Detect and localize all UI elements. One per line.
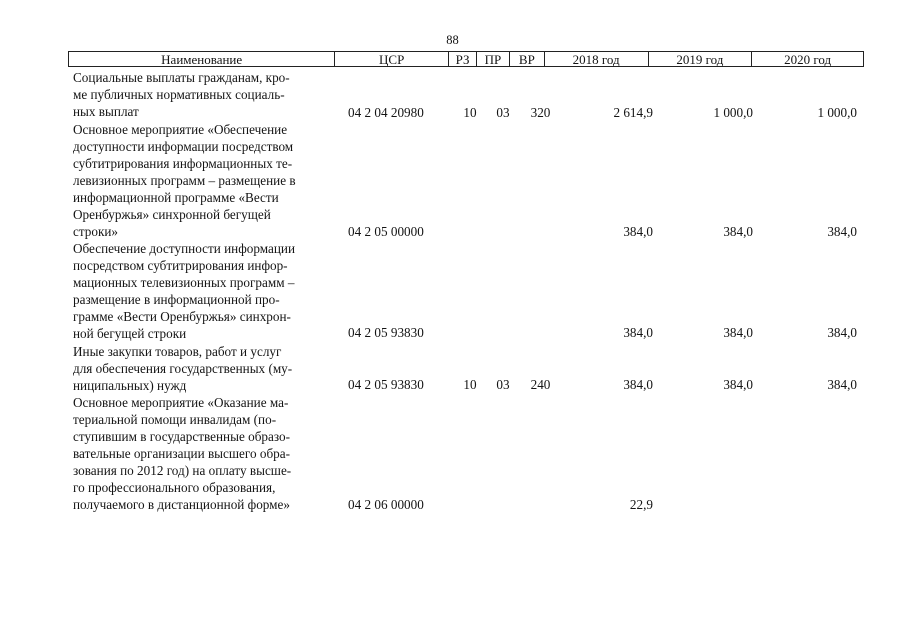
header-2019: 2019 год <box>649 52 753 66</box>
row-2020: 384,0 <box>827 224 857 239</box>
row-2019: 1 000,0 <box>713 105 753 120</box>
row-csr: 04 2 05 93830 <box>348 377 424 392</box>
header-2020: 2020 год <box>784 52 832 67</box>
row-pr: 03 <box>496 377 510 392</box>
row-2020: 384,0 <box>827 325 857 340</box>
row-csr: 04 2 04 20980 <box>348 105 424 120</box>
row-name: Основное мероприятие «Обеспечение доступности информации посредством субтитрирования информационных те- левизионных программ – размещение в информационной программе «Вести Оренбуржья» синхронной бегущей строки» <box>73 122 296 239</box>
row-name: Обеспечение доступности информации посредством субтитрирования инфор- мационных телевизионных программ – размещение в информационной про- грамме «Вести Оренбуржья» синхрон- ной бегущей строки <box>73 241 296 341</box>
header-rz: РЗ <box>449 52 477 66</box>
row-pr: 03 <box>496 105 510 120</box>
header-vr: ВР <box>510 52 545 66</box>
row-rz: 10 <box>463 377 477 392</box>
row-vr: 320 <box>530 105 551 120</box>
row-2019: 384,0 <box>723 224 753 239</box>
header-pr: ПР <box>477 52 510 66</box>
row-2019: 384,0 <box>723 377 753 392</box>
row-name: Социальные выплаты гражданам, кро- ме публичных нормативных социаль- ных выплат <box>73 70 290 119</box>
row-2018: 22,9 <box>629 497 653 512</box>
row-name: Иные закупки товаров, работ и услуг для обеспечения государственных (му- ниципальных) нужд <box>73 344 293 393</box>
header-csr: ЦСР <box>335 52 449 66</box>
row-2020: 384,0 <box>827 377 857 392</box>
row-2018: 384,0 <box>623 325 653 340</box>
row-csr: 04 2 05 93830 <box>348 325 424 340</box>
row-csr: 04 2 05 00000 <box>348 224 424 239</box>
row-2020: 1 000,0 <box>817 105 857 120</box>
row-rz: 10 <box>463 105 477 120</box>
row-2018: 384,0 <box>623 377 653 392</box>
row-2019: 384,0 <box>723 325 753 340</box>
row-2018: 2 614,9 <box>613 105 653 120</box>
page-number: 88 <box>446 33 459 47</box>
header-2018: 2018 год <box>545 52 649 66</box>
row-vr: 240 <box>530 377 551 392</box>
header-name: Наименование <box>69 52 335 66</box>
row-2018: 384,0 <box>623 224 653 239</box>
table-header <box>68 51 864 67</box>
row-name: Основное мероприятие «Оказание ма- териальной помощи инвалидам (по- ступившим в государственные образо- вательные организации высшего обра- зования по 2012 год) на оплату высше- го профессионального образования, получаемого в дистанционной форме» <box>73 395 292 512</box>
row-csr: 04 2 06 00000 <box>348 497 424 512</box>
